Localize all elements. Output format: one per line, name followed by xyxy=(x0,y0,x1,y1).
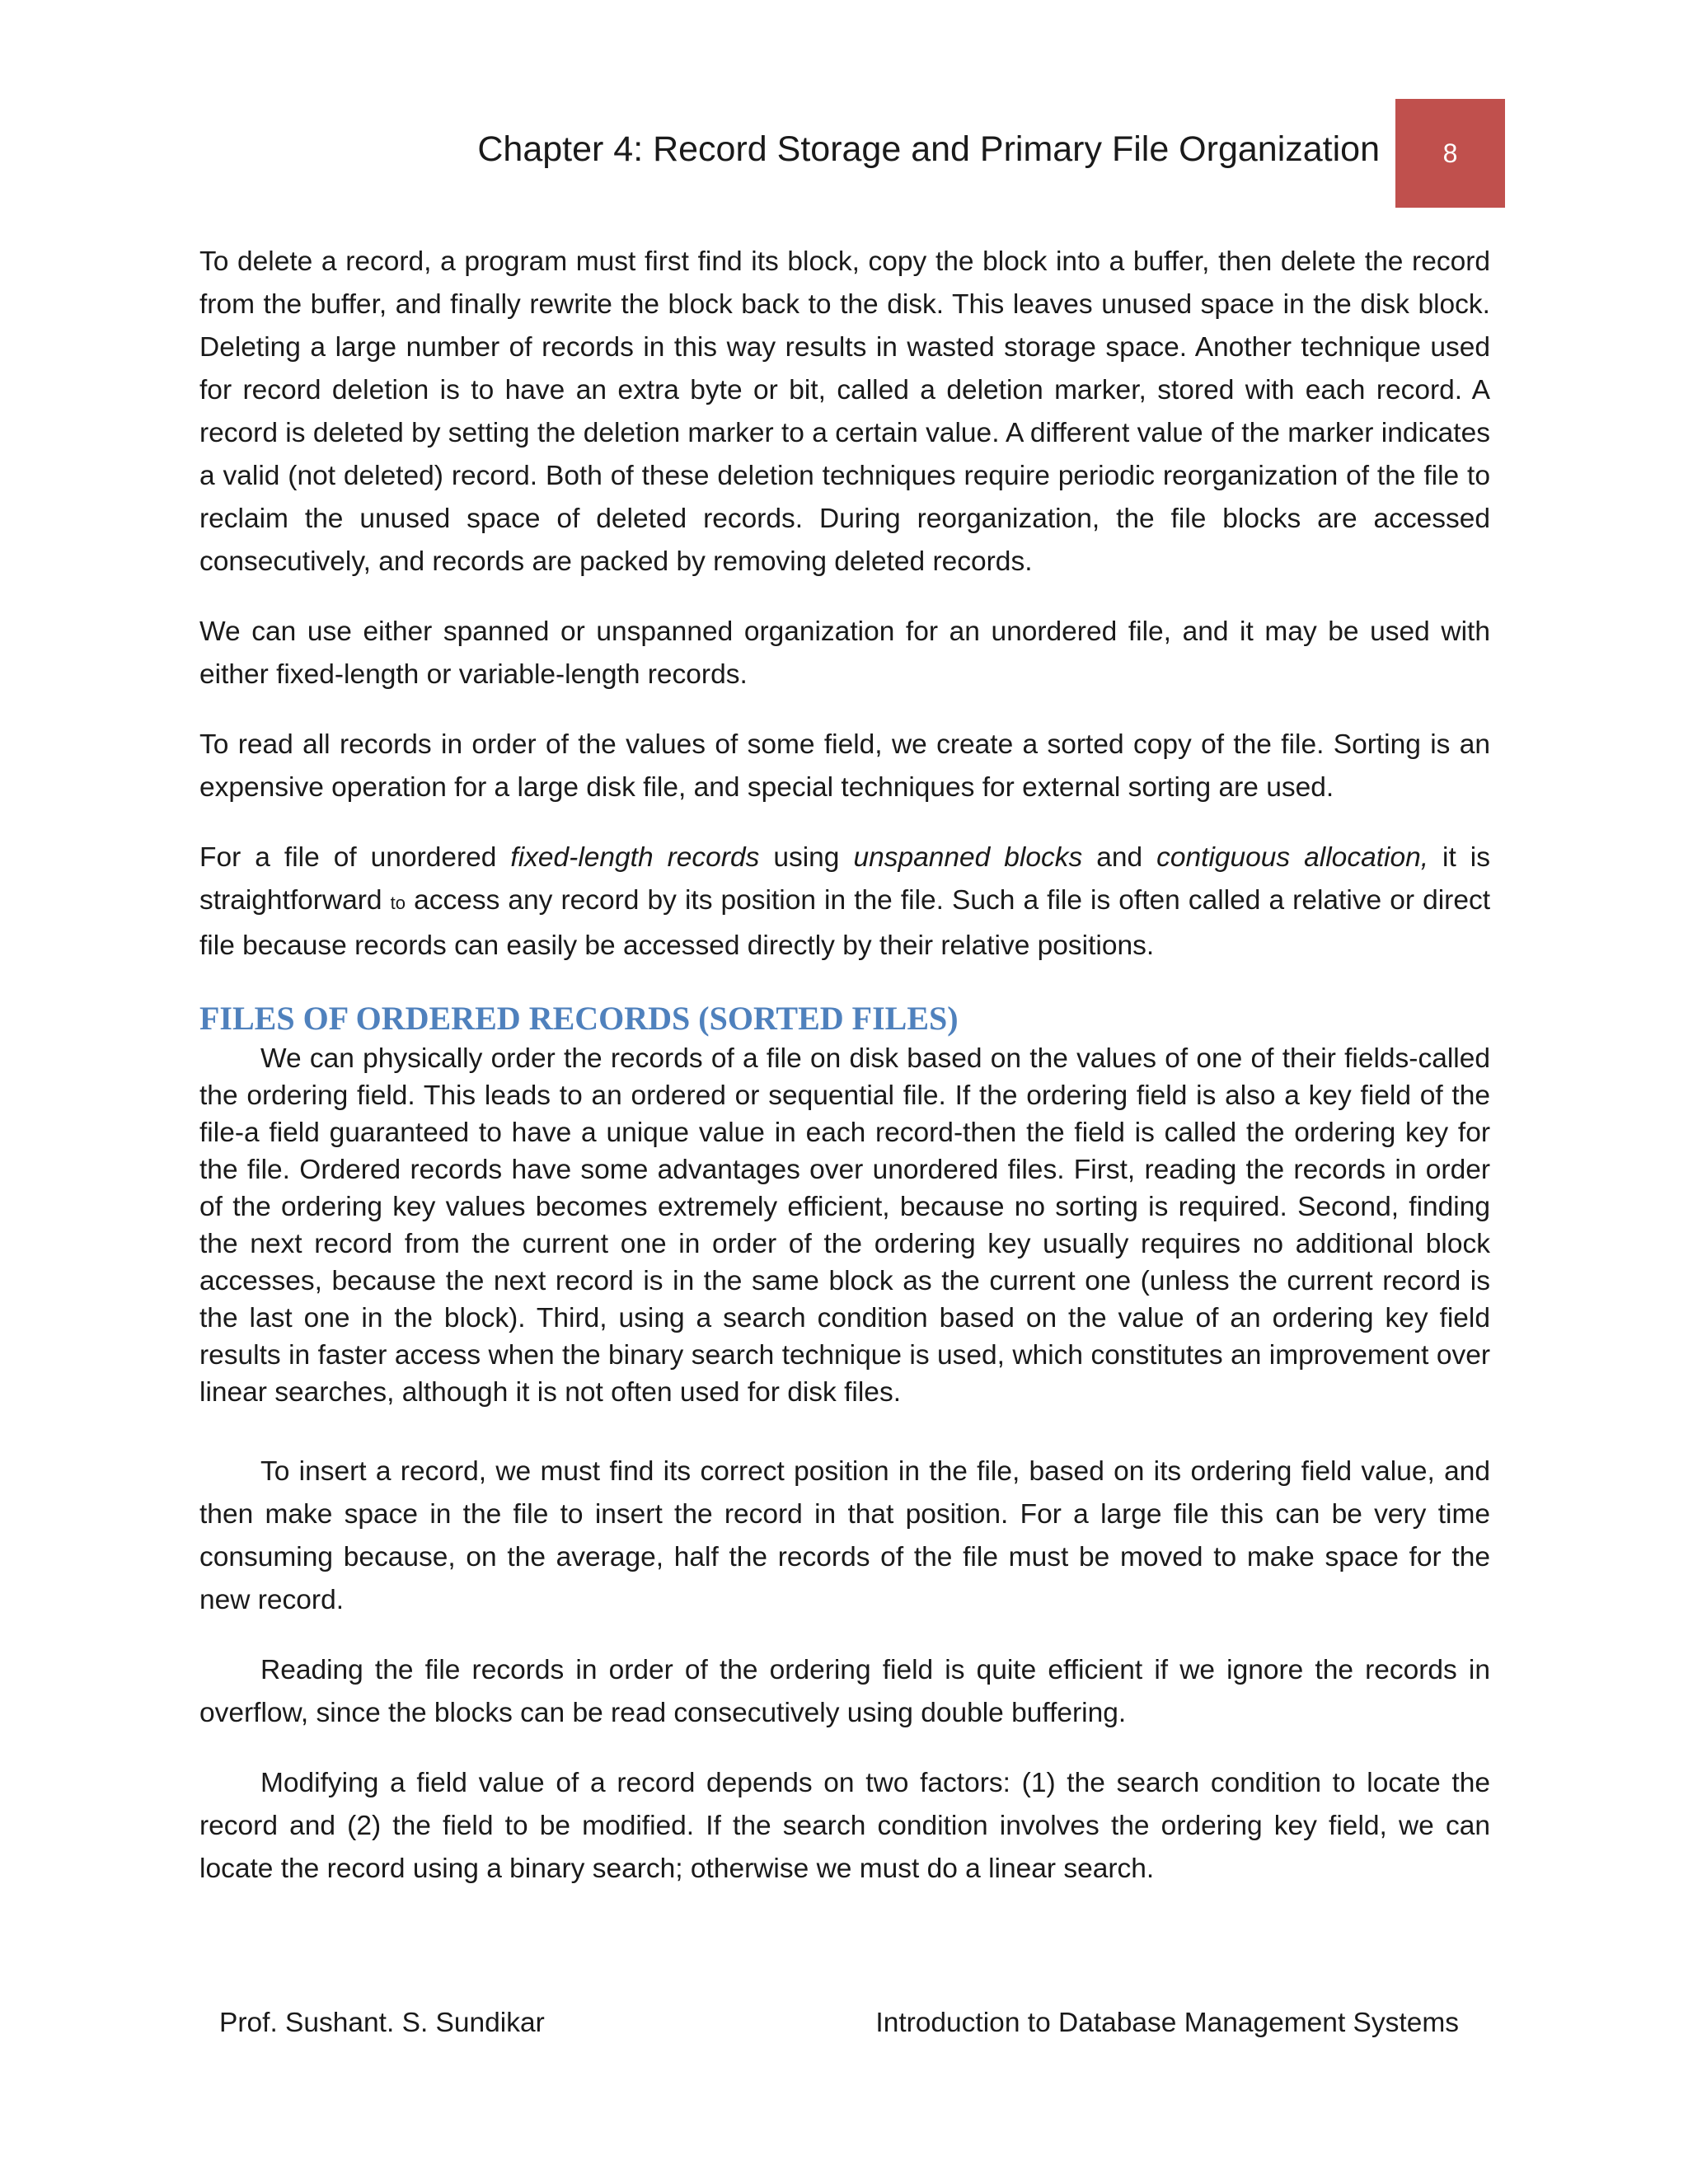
footer-course-title: Introduction to Database Management Systems xyxy=(875,2008,1459,2038)
emphasis-unspanned-blocks: unspanned blocks xyxy=(853,842,1083,873)
paragraph-insert-record: To insert a record, we must find its correct position in the file, based on its ordering field value, and then make space in the file to insert the record in that position. For a large file this can be very time consuming because, on the average, half the records of the file must be moved to make space for the new record. xyxy=(199,1456,1490,1615)
paragraph-spanned-organization: We can use either spanned or unspanned organization for an unordered file, and it may be used with either fixed-length or variable-length records. xyxy=(199,616,1490,690)
footer-author: Prof. Sushant. S. Sundikar xyxy=(219,2008,545,2038)
page-header xyxy=(0,99,1688,208)
paragraph-reading-records: Reading the file records in order of the ordering field is quite efficient if we ignore the records in overflow, since the blocks can be read consecutively using double buffering. xyxy=(199,1655,1490,1728)
emphasis-contiguous-allocation: contiguous allocation, xyxy=(1156,842,1429,873)
page-body xyxy=(199,241,1490,1891)
paragraph-sorted-copy: To read all records in order of the values of some field, we create a sorted copy of the file. Sorting is an expensive operation for a large disk file, and special techniques for external sorting are used. xyxy=(199,729,1490,803)
section-heading: FILES OF ORDERED RECORDS (SORTED FILES) xyxy=(199,1000,959,1037)
chapter-title: Chapter 4: Record Storage and Primary File Organization xyxy=(477,129,1380,169)
page-number-badge xyxy=(1395,99,1505,208)
text-span: For a file of unordered xyxy=(199,842,511,873)
page-number: 8 xyxy=(1442,138,1458,168)
emphasis-fixed-length-records: fixed-length records xyxy=(510,842,760,873)
text-span: it is straightforward xyxy=(199,842,1490,916)
paragraph-relative-file xyxy=(199,837,1490,968)
paragraph-record-deletion: To delete a record, a program must first find its block, copy the block into a buffer, then delete the record from the buffer, and finally rewrite the block back to the disk. This leaves unused space in the disk block. Deleting a large number of records in this way results in wasted storage space. Another technique used for record deletion is to have an extra byte or bit, called a deletion marker, stored with each record. A record is deleted by setting the deletion marker to a certain value. A different value of the marker indicates a valid (not deleted) record. Both of these deletion techniques require periodic reorganization of the file to reclaim the unused space of deleted records. During reorganization, the file blocks are accessed consecutively, and records are packed by removing deleted records. xyxy=(199,246,1490,577)
page-footer xyxy=(0,2008,1688,2049)
small-text-to: to xyxy=(390,893,406,913)
paragraph-modifying-field: Modifying a field value of a record depends on two factors: (1) the search condition to locate the record and (2) the field to be modified. If the search condition involves the ordering key field, we can locate the record using a binary search; otherwise we must do a linear search. xyxy=(199,1768,1490,1884)
text-span: using xyxy=(759,842,854,873)
text-span: access any record by its position in the file. Such a file is often called a relative or direct file because records can easily be accessed directly by their relative positions. xyxy=(199,885,1491,961)
paragraph-ordered-records: We can physically order the records of a file on disk based on the values of one of their fields-called the ordering field. This leads to an ordered or sequential file. If the ordering field is also a key field of the file-a field guaranteed to have a unique value in each record-then the field is called the ordering key for the file. Ordered records have some advantages over unordered files. First, reading the records in order of the ordering key values becomes extremely efficient, because no sorting is required. Second, finding the next record from the current one in order of the ordering key usually requires no additional block accesses, because the next record is in the same block as the current one (unless the current record is the last one in the block). Third, using a search condition based on the value of an ordering key field results in faster access when the binary search technique is used, which constitutes an improvement over linear searches, although it is not often used for disk files. xyxy=(199,1043,1490,1408)
text-span: and xyxy=(1082,842,1157,873)
